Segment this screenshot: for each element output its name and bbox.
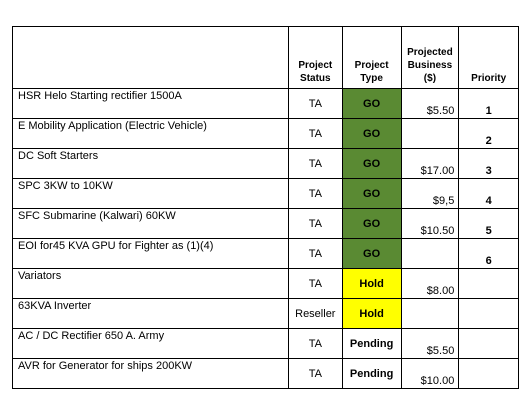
header-project-type-label: Project Type bbox=[354, 60, 389, 84]
project-type: Hold bbox=[342, 299, 401, 329]
table-row bbox=[13, 179, 519, 209]
table-row bbox=[13, 149, 519, 179]
projected-business bbox=[401, 239, 459, 269]
projected-business: $8.00 bbox=[401, 269, 459, 299]
priority bbox=[459, 359, 519, 389]
project-name: SFC Submarine (Kalwari) 60KW bbox=[13, 209, 289, 239]
projected-business: $17.00 bbox=[401, 149, 459, 179]
projected-business: $5.50 bbox=[401, 89, 459, 119]
project-type: Hold bbox=[342, 269, 401, 299]
project-status: Reseller bbox=[288, 299, 342, 329]
project-type: Pending bbox=[342, 329, 401, 359]
project-name: HSR Helo Starting rectifier 1500A bbox=[13, 89, 289, 119]
table-row bbox=[13, 239, 519, 269]
project-status: TA bbox=[288, 209, 342, 239]
projected-business: $9,5 bbox=[401, 179, 459, 209]
project-name: E Mobility Application (Electric Vehicle) bbox=[13, 119, 289, 149]
priority bbox=[459, 329, 519, 359]
projected-business bbox=[401, 299, 459, 329]
project-type: GO bbox=[342, 119, 401, 149]
project-type: GO bbox=[342, 149, 401, 179]
project-name: 63KVA Inverter bbox=[13, 299, 289, 329]
table-row bbox=[13, 359, 519, 389]
project-name: SPC 3KW to 10KW bbox=[13, 179, 289, 209]
project-name: AVR for Generator for ships 200KW bbox=[13, 359, 289, 389]
header-projected-business bbox=[401, 27, 459, 89]
projected-business bbox=[401, 119, 459, 149]
table-row bbox=[13, 329, 519, 359]
table-row bbox=[13, 89, 519, 119]
table-row bbox=[13, 269, 519, 299]
project-status: TA bbox=[288, 359, 342, 389]
priority: 5 bbox=[459, 209, 519, 239]
header-project bbox=[13, 27, 289, 89]
priority bbox=[459, 299, 519, 329]
project-type: GO bbox=[342, 179, 401, 209]
priority: 3 bbox=[459, 149, 519, 179]
table-row bbox=[13, 299, 519, 329]
priority: 2 bbox=[459, 119, 519, 149]
project-status: TA bbox=[288, 329, 342, 359]
projected-business: $5.50 bbox=[401, 329, 459, 359]
table-row bbox=[13, 119, 519, 149]
projected-business: $10.00 bbox=[401, 359, 459, 389]
project-status: TA bbox=[288, 239, 342, 269]
priority: 4 bbox=[459, 179, 519, 209]
priority bbox=[459, 269, 519, 299]
project-type: GO bbox=[342, 239, 401, 269]
priority: 6 bbox=[459, 239, 519, 269]
table-row bbox=[13, 209, 519, 239]
project-status: TA bbox=[288, 89, 342, 119]
project-name: DC Soft Starters bbox=[13, 149, 289, 179]
projects-table bbox=[12, 26, 519, 389]
header-projected-business-label: Projected Business ($) bbox=[407, 47, 453, 84]
project-status: TA bbox=[288, 149, 342, 179]
project-name: Variators bbox=[13, 269, 289, 299]
header-row bbox=[13, 27, 519, 89]
project-status: TA bbox=[288, 119, 342, 149]
project-name: AC / DC Rectifier 650 A. Army bbox=[13, 329, 289, 359]
header-project-status bbox=[288, 27, 342, 89]
project-status: TA bbox=[288, 269, 342, 299]
projected-business: $10.50 bbox=[401, 209, 459, 239]
header-project-type bbox=[342, 27, 401, 89]
priority: 1 bbox=[459, 89, 519, 119]
project-type: GO bbox=[342, 89, 401, 119]
project-status: TA bbox=[288, 179, 342, 209]
header-project-status-label: Project Status bbox=[298, 60, 333, 84]
project-type: GO bbox=[342, 209, 401, 239]
header-priority bbox=[459, 27, 519, 89]
project-type: Pending bbox=[342, 359, 401, 389]
header-priority-label: Priority bbox=[471, 73, 507, 84]
project-name: EOI for45 KVA GPU for Fighter as (1)(4) bbox=[13, 239, 289, 269]
table-body bbox=[13, 89, 519, 389]
